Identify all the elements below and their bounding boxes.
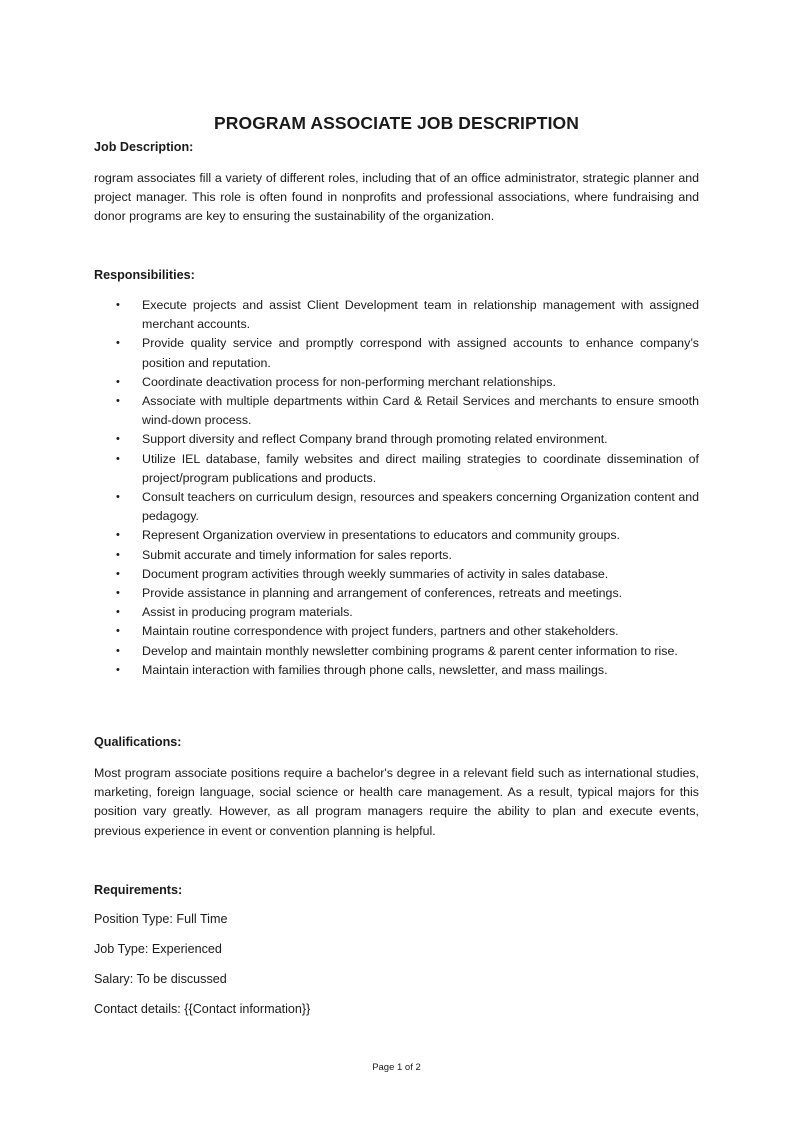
bullet-icon: • <box>116 375 120 388</box>
list-item <box>94 392 699 430</box>
bullet-icon: • <box>116 625 120 638</box>
position-type: Position Type: Full Time <box>94 912 228 926</box>
list-item-text: Maintain routine correspondence with project funders, partners and other stakeholders. <box>142 624 619 639</box>
list-item <box>94 373 699 392</box>
list-item <box>94 488 699 526</box>
page-number: Page 1 of 2 <box>372 1062 421 1073</box>
list-item-text: Consult teachers on curriculum design, resources and speakers concerning Organization content and pedagogy. <box>142 490 699 524</box>
list-item-text: Coordinate deactivation process for non-performing merchant relationships. <box>142 374 556 389</box>
qualifications-heading: Qualifications: <box>94 735 182 749</box>
list-item-text: Execute projects and assist Client Development team in relationship management with assigned merchant accounts. <box>142 298 699 332</box>
list-item-text: Assist in producing program materials. <box>142 605 353 620</box>
list-item <box>94 526 699 545</box>
list-item-text: Document program activities through weekly summaries of activity in sales database. <box>142 566 609 581</box>
bullet-icon: • <box>116 606 120 619</box>
bullet-icon: • <box>116 567 120 580</box>
list-item <box>94 584 699 603</box>
bullet-icon: • <box>116 452 120 465</box>
list-item-text: Provide quality service and promptly correspond with assigned accounts to enhance company’s position and reputation. <box>142 336 699 370</box>
job-description-heading: Job Description: <box>94 140 194 154</box>
bullet-icon: • <box>116 491 120 504</box>
list-item <box>94 603 699 622</box>
job-description-text: rogram associates fill a variety of different roles, including that of an office administrator, strategic planner and project manager. This role is often found in nonprofits and professional associations, where fundraising and donor programs are key to ensuring the sustainability of the organization. <box>94 171 699 224</box>
list-item <box>94 334 699 372</box>
document-title: PROGRAM ASSOCIATE JOB DESCRIPTION <box>214 113 579 133</box>
list-item-text: Develop and maintain monthly newsletter combining programs & parent center information to rise. <box>142 643 678 658</box>
list-item-text: Represent Organization overview in presentations to educators and community groups. <box>142 528 620 543</box>
salary: Salary: To be discussed <box>94 972 227 986</box>
list-item <box>94 642 699 661</box>
list-item-text: Maintain interaction with families through phone calls, newsletter, and mass mailings. <box>142 662 608 677</box>
bullet-icon: • <box>116 337 120 350</box>
list-item-text: Support diversity and reflect Company brand through promoting related environment. <box>142 432 608 447</box>
list-item-text: Submit accurate and timely information for sales reports. <box>142 547 452 562</box>
list-item <box>94 430 699 449</box>
bullet-icon: • <box>116 587 120 600</box>
list-item <box>94 296 699 334</box>
list-item <box>94 661 699 680</box>
requirements-heading: Requirements: <box>94 883 183 897</box>
responsibilities-heading: Responsibilities: <box>94 268 195 282</box>
bullet-icon: • <box>116 433 120 446</box>
bullet-icon: • <box>116 299 120 311</box>
list-item <box>94 546 699 565</box>
qualifications-text: Most program associate positions require a bachelor's degree in a relevant field such as international studies, marketing, foreign language, social science or health care management. As a result, typical majors for this position vary greatly. However, as all program managers require the ability to plan and execute events, previous experience in event or convention planning is helpful. <box>94 766 699 838</box>
list-item <box>94 622 699 641</box>
list-item-text: Associate with multiple departments within Card & Retail Services and merchants to ensure smooth wind-down process. <box>142 394 699 428</box>
list-item <box>94 450 699 488</box>
list-item <box>94 565 699 584</box>
bullet-icon: • <box>116 663 120 676</box>
bullet-icon: • <box>116 548 120 561</box>
bullet-icon: • <box>116 644 120 657</box>
responsibilities-list <box>94 296 699 680</box>
job-type: Job Type: Experienced <box>94 942 222 956</box>
contact-details: Contact details: {{Contact information}} <box>94 1002 311 1016</box>
bullet-icon: • <box>116 395 120 408</box>
list-item-text: Utilize IEL database, family websites and direct mailing strategies to coordinate dissemination of project/program publications and products. <box>142 451 699 485</box>
list-item-text: Provide assistance in planning and arrangement of conferences, retreats and meetings. <box>142 586 623 601</box>
bullet-icon: • <box>116 529 120 542</box>
